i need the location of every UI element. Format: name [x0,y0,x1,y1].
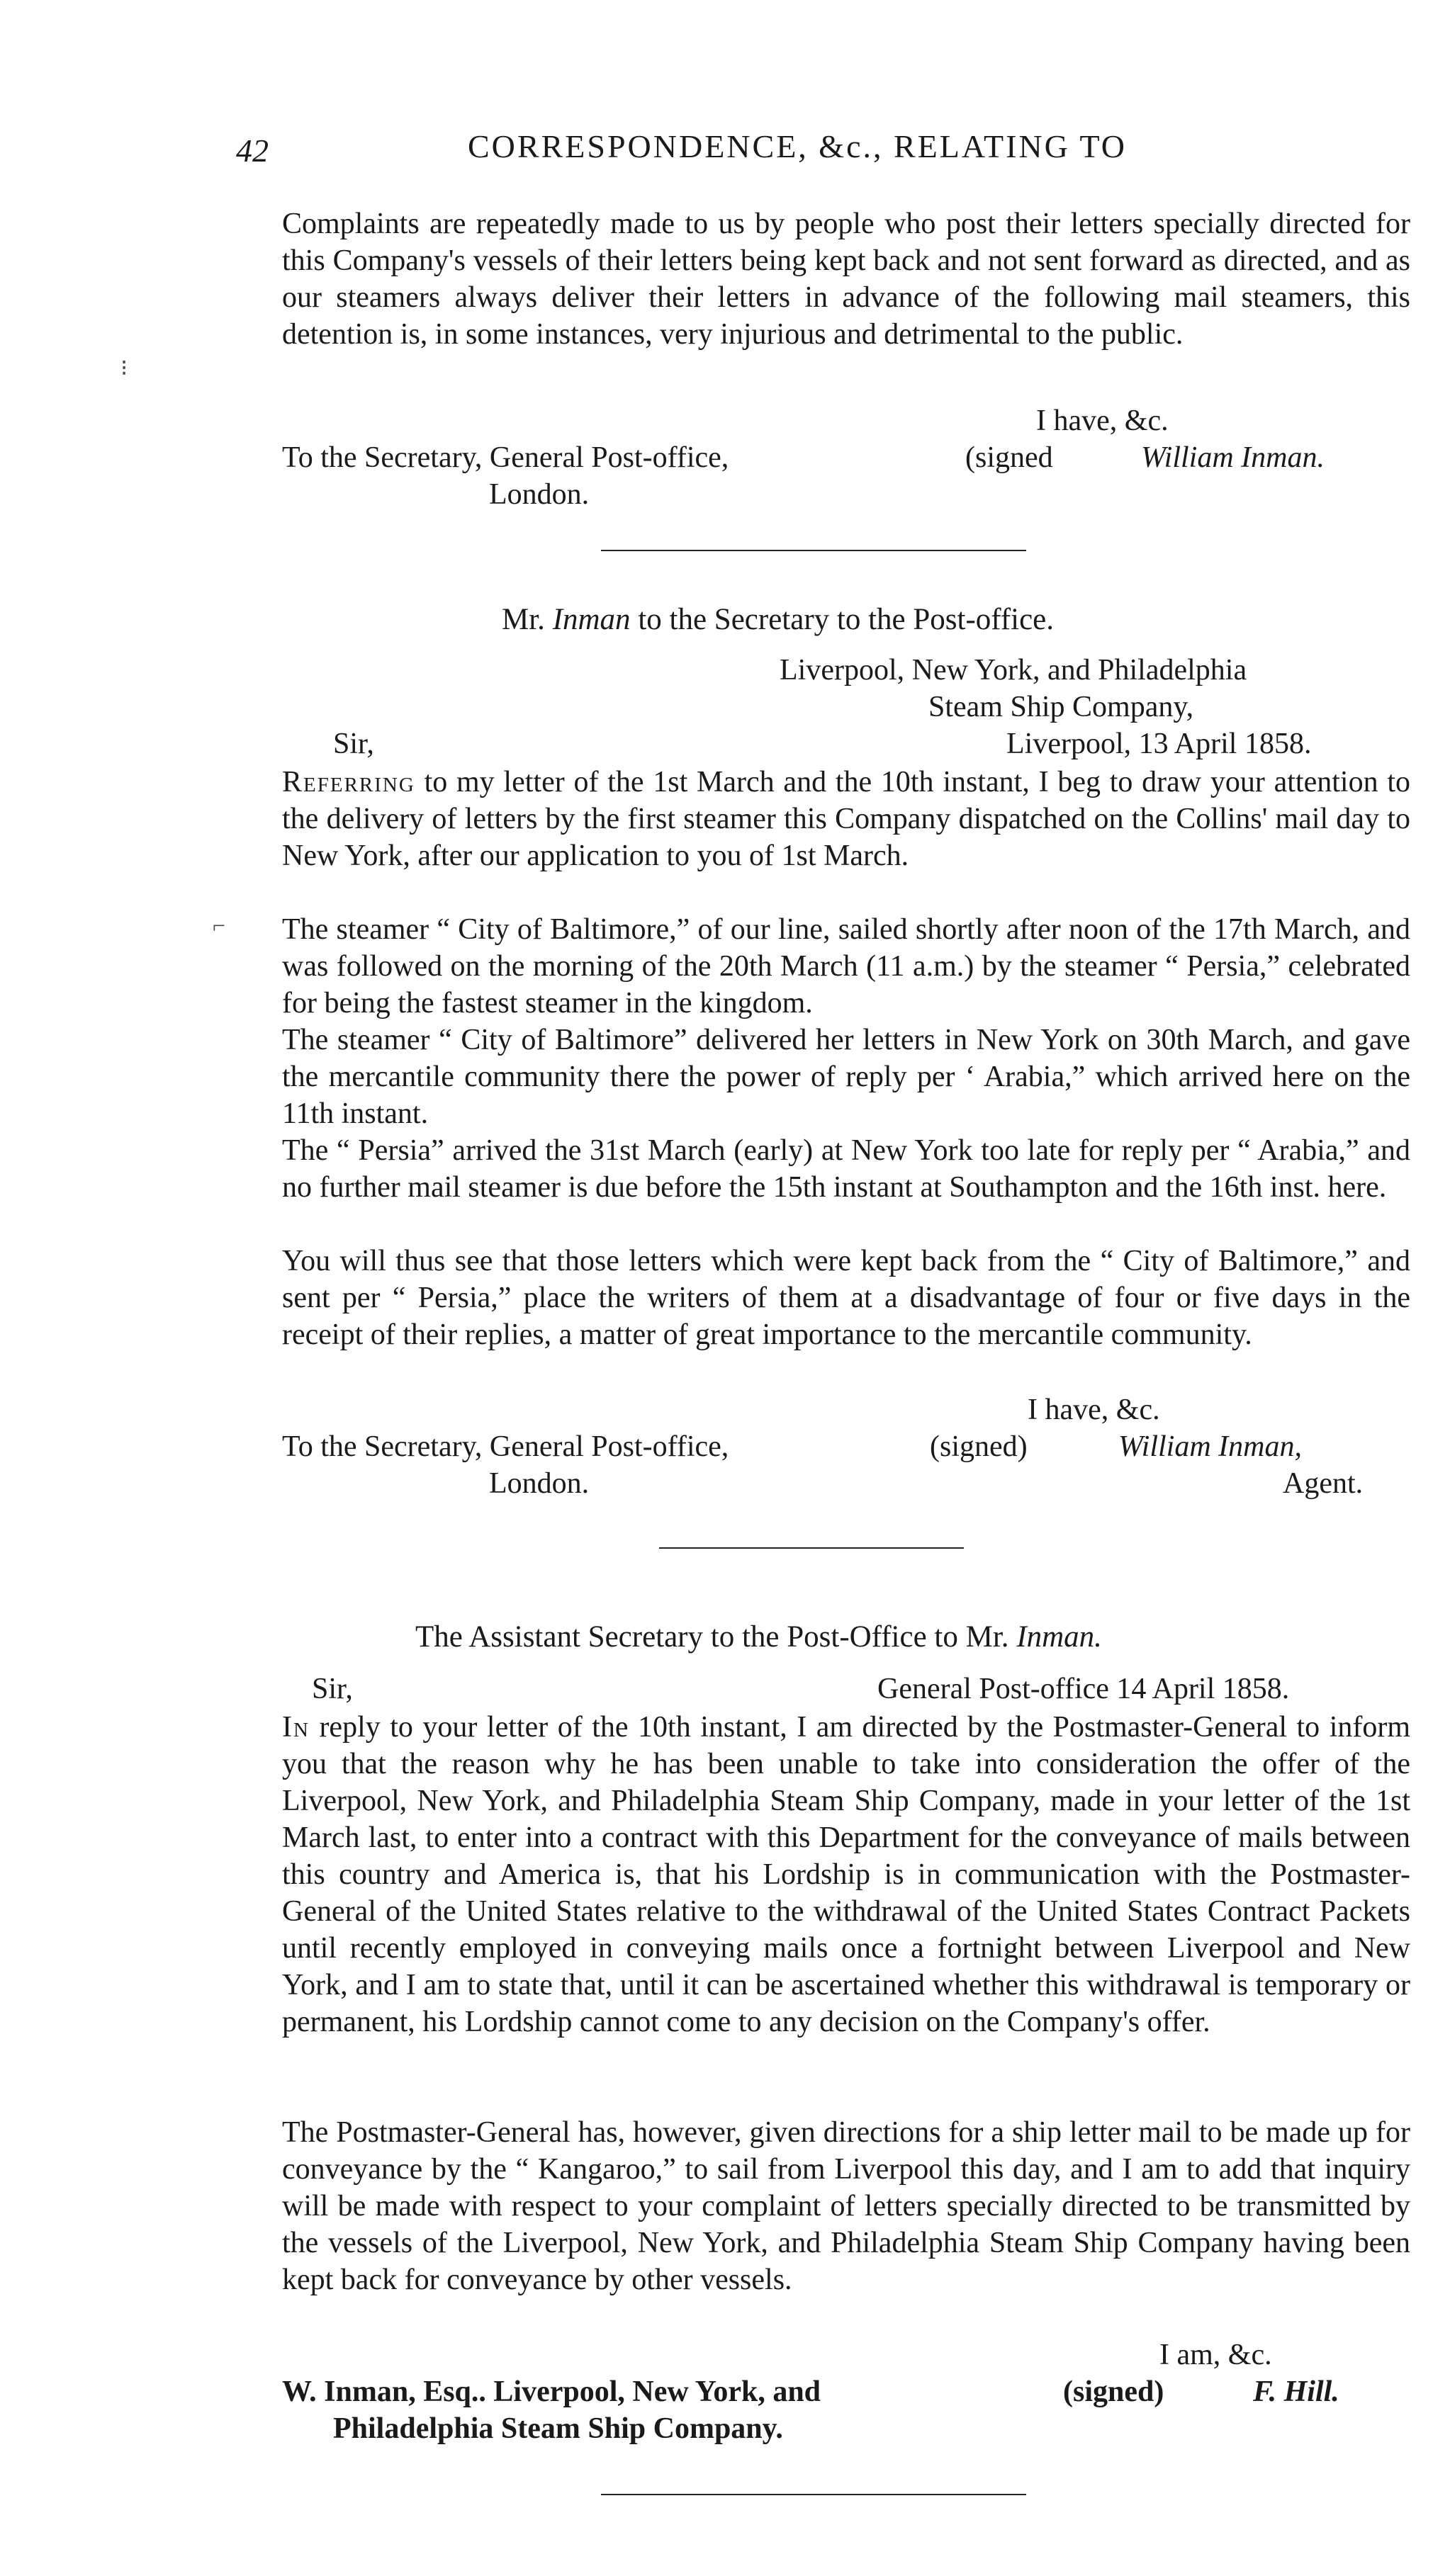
section-divider [659,1547,964,1549]
letter2-heading-pre: Mr. [502,603,553,636]
letter2-salutation: Sir, [333,728,374,760]
letter3-signature: F. Hill. [1253,2376,1339,2408]
letter1-signature: William Inman. [1141,441,1325,474]
letter2-p1-rest: to my letter of the 1st March and the 10th instant, I beg to draw your attention to the delivery of letters by the first steamer this Company dispatched on the Collins' mail day to New York, after our application to you of 1st March. [282,766,1410,872]
letter1-closing: I have, &c. [1036,405,1169,437]
letter2-sender-line1: Liverpool, New York, and Philadelphia [780,654,1247,687]
letter2-p1-lead: Referring [282,766,415,798]
letter2-paragraph-1 [282,764,1410,874]
letter2-heading [502,602,1054,637]
letter2-signed: (signed) [930,1430,1028,1463]
letter1-body: Complaints are repeatedly made to us by people who post their letters specially directed for this Company's vessels of their letters being kept back and not sent forward as directed, and as our steamers always deliver their letters in advance of the following mail steamers, this detention is, in some instances, very injurious and detrimental to the public. [282,208,1410,351]
letter3-heading-pre: The Assistant Secretary to the Post-Office to Mr. [415,1620,1017,1654]
letter3-signed: (signed) [1063,2376,1164,2408]
letter3-closing: I am, &c. [1159,2339,1272,2371]
section-divider [601,550,1026,551]
letter2-paragraph-3: The steamer “ City of Baltimore” delivered her letters in New York on 30th March, and gave the mercantile community there the power of reply per ‘ Arabia,” which arrived here on the 11th instant. [282,1024,1410,1130]
letter2-date: Liverpool, 13 April 1858. [1006,728,1312,760]
letter3-heading-name: Inman. [1016,1620,1102,1654]
letter3-paragraph-2: The Postmaster-General has, however, given directions for a ship letter mail to be made up for conveyance by the “ Kangaroo,” to sail from Liverpool this day, and I am to add that inquiry will be made with respect to your complaint of letters specially directed to be transmitted by the vessels of the Liverpool, New York, and Philadelphia Steam Ship Company having been kept back for conveyance by other vessels. [282,2116,1410,2296]
letter2-signature: William Inman, [1118,1430,1302,1463]
letter2-addressee-line1: To the Secretary, General Post-office, [282,1430,729,1463]
section-divider [601,2494,1026,2495]
letter1-addressee-line1: To the Secretary, General Post-office, [282,441,729,474]
letter2-closing: I have, &c. [1028,1394,1160,1426]
margin-mark: ⌐ [213,913,226,938]
letter3-addressee-line2: Philadelphia Steam Ship Company. [333,2412,783,2445]
letter2-paragraph-5: You will thus see that those letters which were kept back from the “ City of Baltimore,” and sent per “ Persia,” place the writers of them at a disadvantage of four or five days in the receipt of their replies, a matter of great importance to the mercantile community. [282,1245,1410,1351]
letter1-addressee-line2: London. [489,478,590,511]
letter1-signed: (signed [965,441,1053,474]
letter3-addressee-line1: W. Inman, Esq.. Liverpool, New York, and [282,2376,821,2408]
letter3-p1-lead: In [282,1711,310,1744]
letter3-date: General Post-office 14 April 1858. [877,1673,1290,1705]
page-number: 42 [236,132,269,169]
letter2-paragraph-2: The steamer “ City of Baltimore,” of our line, sailed shortly after noon of the 17th March, and was followed on the morning of the 20th March (11 a.m.) by the steamer “ Persia,” celebrated for being the fastest steamer in the kingdom. [282,913,1410,1019]
letter2-addressee-line2: London. [489,1467,590,1500]
letter3-heading [415,1620,1102,1654]
letter2-paragraph-4: The “ Persia” arrived the 31st March (early) at New York too late for reply per “ Arabia,” and no further mail steamer is due before the 15th instant at Southampton and the 16th inst. here. [282,1134,1410,1204]
letter2-heading-post: to the Secretary to the Post-office. [630,603,1055,636]
letter2-heading-name: Inman [552,603,631,636]
letter2-title: Agent. [1283,1467,1364,1500]
letter3-p1-rest: reply to your letter of the 10th instant, I am directed by the Postmaster-General to inform you that the reason why he has been unable to take into consideration the offer of the Liverpool, New York, and Philadelphia Steam Ship Company, made in your letter of the 1st March last, to enter into a contract with this Department for the conveyance of mails between this country and America is, that his Lordship is in communication with the Postmaster-General of the United States relative to the withdrawal of the United States Contract Packets until recently employed in conveying mails once a fortnight between Liverpool and New York, and I am to state that, until it can be ascertained whether this withdrawal is temporary or permanent, his Lordship cannot come to any decision on the Company's offer. [282,1711,1410,2038]
letter2-sender-line2: Steam Ship Company, [928,691,1194,723]
letter3-paragraph-1 [282,1709,1410,2040]
letter3-salutation: Sir, [312,1673,353,1705]
running-title: CORRESPONDENCE, &c., RELATING TO [468,128,1127,164]
margin-mark: ⁝ [120,355,128,380]
